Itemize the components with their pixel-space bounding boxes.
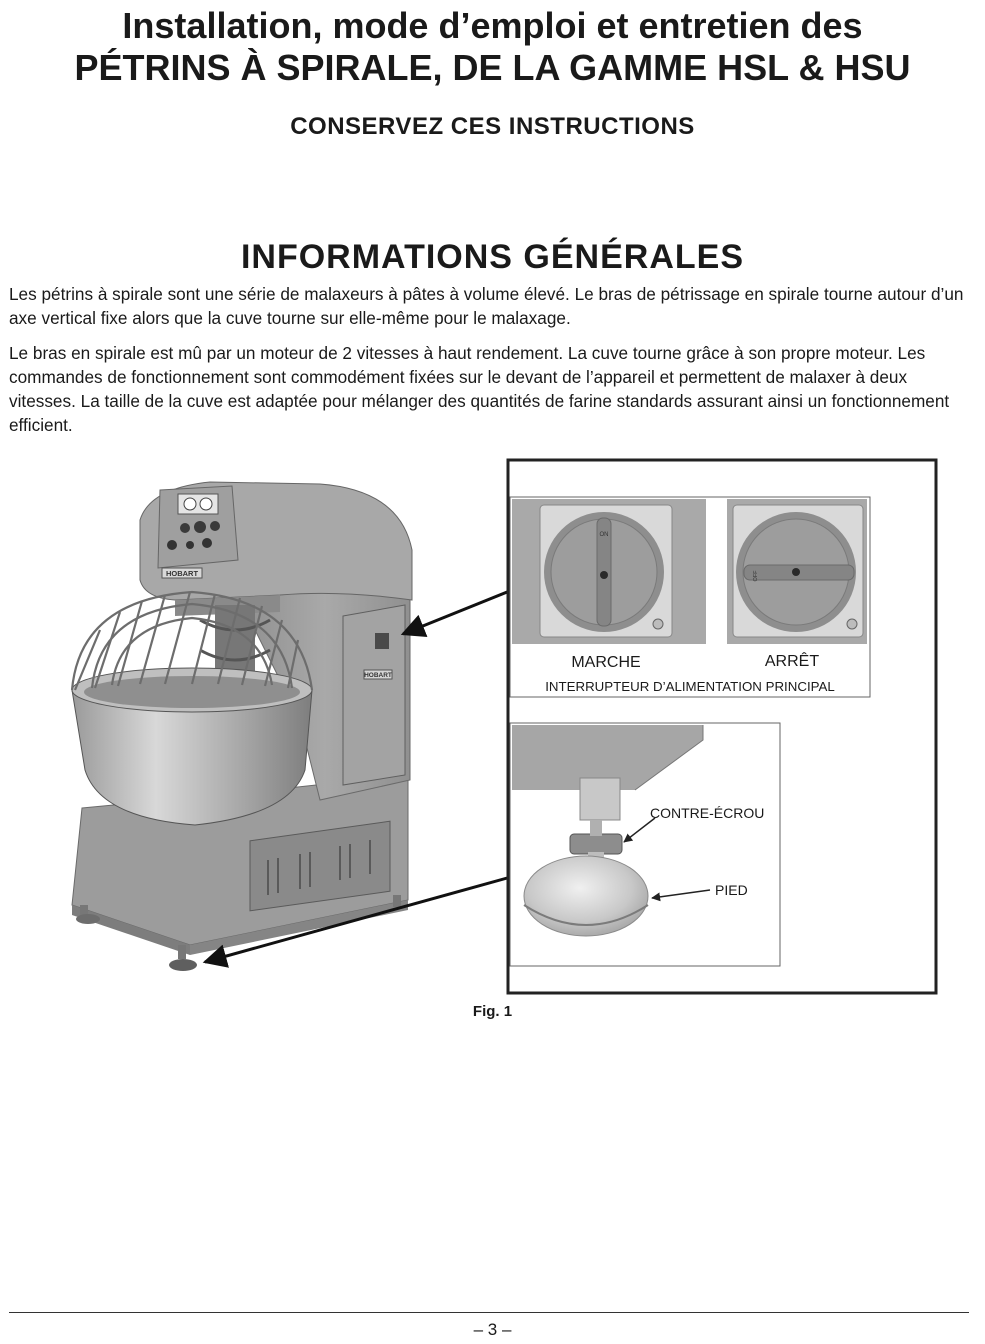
document-subtitle: CONSERVEZ CES INSTRUCTIONS xyxy=(290,113,695,140)
switch-pointer-arrow xyxy=(403,590,512,634)
dial-on-mark: ON xyxy=(599,532,609,538)
figure-1 xyxy=(0,450,985,1000)
figure-caption: Fig. 1 xyxy=(472,1003,513,1020)
label-contre-ecrou: CONTRE-ÉCROU xyxy=(650,805,765,821)
footer-rule xyxy=(9,1312,969,1313)
page-number: – 3 – xyxy=(473,1320,512,1339)
main-power-switch-panel xyxy=(510,497,870,697)
section-heading: INFORMATIONS GÉNÉRALES xyxy=(240,238,745,277)
switch-caption: INTERRUPTEUR D’ALIMENTATION PRINCIPAL xyxy=(545,679,835,694)
label-arret: ARRÊT xyxy=(764,653,820,670)
paragraph-1: Les pétrins à spirale sont une série de malaxeurs à pâtes à volume élevé. Le bras de pétrissage en spirale tourne autour d’un axe vertical fixe alors que la cuve tourne sur elle-même pour le malaxage. xyxy=(9,284,964,328)
paragraph-2: Le bras en spirale est mû par un moteur de 2 vitesses à haut rendement. La cuve tourne grâce à son propre moteur. Les commandes de fonctionnement sont commodément fixées sur le devant de l’appareil et permettent de malaxer à deux vitesses. La taille de la cuve est adaptée pour mélanger des quantités de farine standards assurant ainsi un fonctionnement efficient. xyxy=(9,343,950,435)
label-marche: MARCHE xyxy=(571,654,641,671)
document-title-line1: Installation, mode d’emploi et entretien des xyxy=(122,5,863,46)
brand-label-side: HOBART xyxy=(364,672,392,679)
document-title-line2: PÉTRINS À SPIRALE, DE LA GAMME HSL & HSU xyxy=(74,47,911,88)
spiral-mixer-illustration xyxy=(72,482,412,971)
label-pied: PIED xyxy=(715,882,748,898)
leveling-foot-panel xyxy=(510,723,780,966)
brand-label-front: HOBART xyxy=(165,569,199,578)
dial-off-mark: OFF xyxy=(753,570,759,582)
